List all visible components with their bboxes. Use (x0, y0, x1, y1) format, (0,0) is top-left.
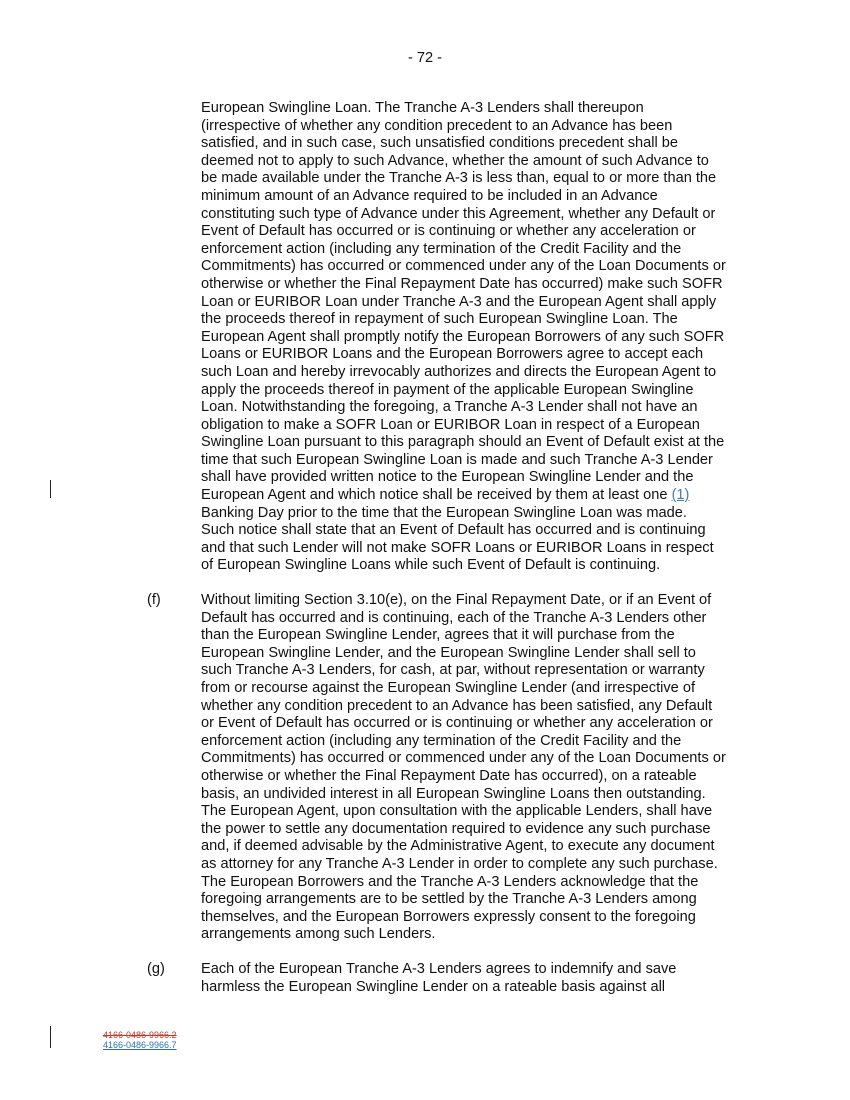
clause-g-label: (g) (147, 961, 165, 977)
paragraph-continuation (201, 100, 761, 575)
paragraph-continuation-text-before: European Swingline Loan. The Tranche A-3 Lenders shall thereupon (irrespective of whether any condition precedent to an Advance has been satisfied, and in such case, such unsatisfied conditions precedent shall be deemed not to apply to such Advance, whether the amount of such Advance to be made available under the Tranche A-3 is less than, equal to or more than the minimum amount of an Advance required to be included in an Advance constituting such type of Advance under this Agreement, whether any Default or Event of Default has occurred or is continuing or whether any acceleration or enforcement action (including any termination of the Credit Facility and the Commitments) has occurred or commenced under any of the Loan Documents or otherwise or whether the Final Repayment Date has occurred) make such SOFR Loan or EURIBOR Loan under Tranche A-3 and the European Agent shall apply the proceeds thereof in repayment of such European Swingline Loan. The European Agent shall promptly notify the European Borrowers of any such SOFR Loans or EURIBOR Loans and the European Borrowers agree to accept each such Loan and hereby irrevocably authorizes and directs the European Agent to apply the proceeds thereof in payment of the applicable European Swingline Loan. Notwithstanding the foregoing, a Tranche A-3 Lender shall not have an obligation to make a SOFR Loan or EURIBOR Loan in respect of a European Swingline Loan pursuant to this paragraph should an Event of Default exist at the time that such European Swingline Loan is made and such Tranche A-3 Lender shall have provided written notice to the European Swingline Lender and the European Agent and which notice shall be received by them at least one (201, 100, 726, 504)
document-id-footer (103, 1030, 177, 1050)
clause-f-text: Without limiting Section 3.10(e), on the Final Repayment Date, or if an Event of Default has occurred and is continuing, each of the Tranche A-3 Lenders other than the European Swingline Lender, agrees that it will purchase from the European Swingline Lender, and the European Swingline Lender shall sell to such Tranche A-3 Lenders, for cash, at par, without representation or warranty from or recourse against the European Swingline Lender (and irrespective of whether any condition precedent to an Advance has been satisfied, any Default or Event of Default has occurred or is continuing or whether any acceleration or enforcement action (including any termination of the Credit Facility and the Commitments) has occurred or commenced under any of the Loan Documents or otherwise or whether the Final Repayment Date has occurred), on a rateable basis, an undivided interest in all European Swingline Loans then outstanding. The European Agent, upon consultation with the applicable Lenders, shall have the power to settle any documentation required to evidence any such purchase and, if deemed advisable by the Administrative Agent, to execute any document as attorney for any Tranche A-3 Lender in order to complete any such purchase. The European Borrowers and the Tranche A-3 Lenders acknowledge that the foregoing arrangements are to be settled by the Tranche A-3 Lenders among themselves, and the European Borrowers expressly consent to the foregoing arrangements among such Lenders. (201, 592, 726, 943)
document-id-deleted: 4166-0486-9966.2 (103, 1030, 177, 1040)
page-number: - 72 - (407, 50, 443, 66)
paragraph-continuation-text-after: Banking Day prior to the time that the European Swingline Loan was made. Such notice shall state that an Event of Default has occurred and is continuing and that such Lender will not make SOFR Loans or EURIBOR Loans in respect of European Swingline Loans while such Event of Default is continuing. (201, 504, 714, 574)
document-id-inserted[interactable]: 4166-0486-9966.7 (103, 1040, 177, 1050)
revision-change-bar-footer (50, 1026, 51, 1048)
inserted-revision-text[interactable]: (1) (671, 487, 690, 504)
clause-f-label: (f) (147, 592, 161, 608)
revision-change-bar (50, 480, 51, 498)
clause-g-text: Each of the European Tranche A-3 Lenders agrees to indemnify and save harmless the European Swingline Lender on a rateable basis against all (201, 961, 677, 995)
